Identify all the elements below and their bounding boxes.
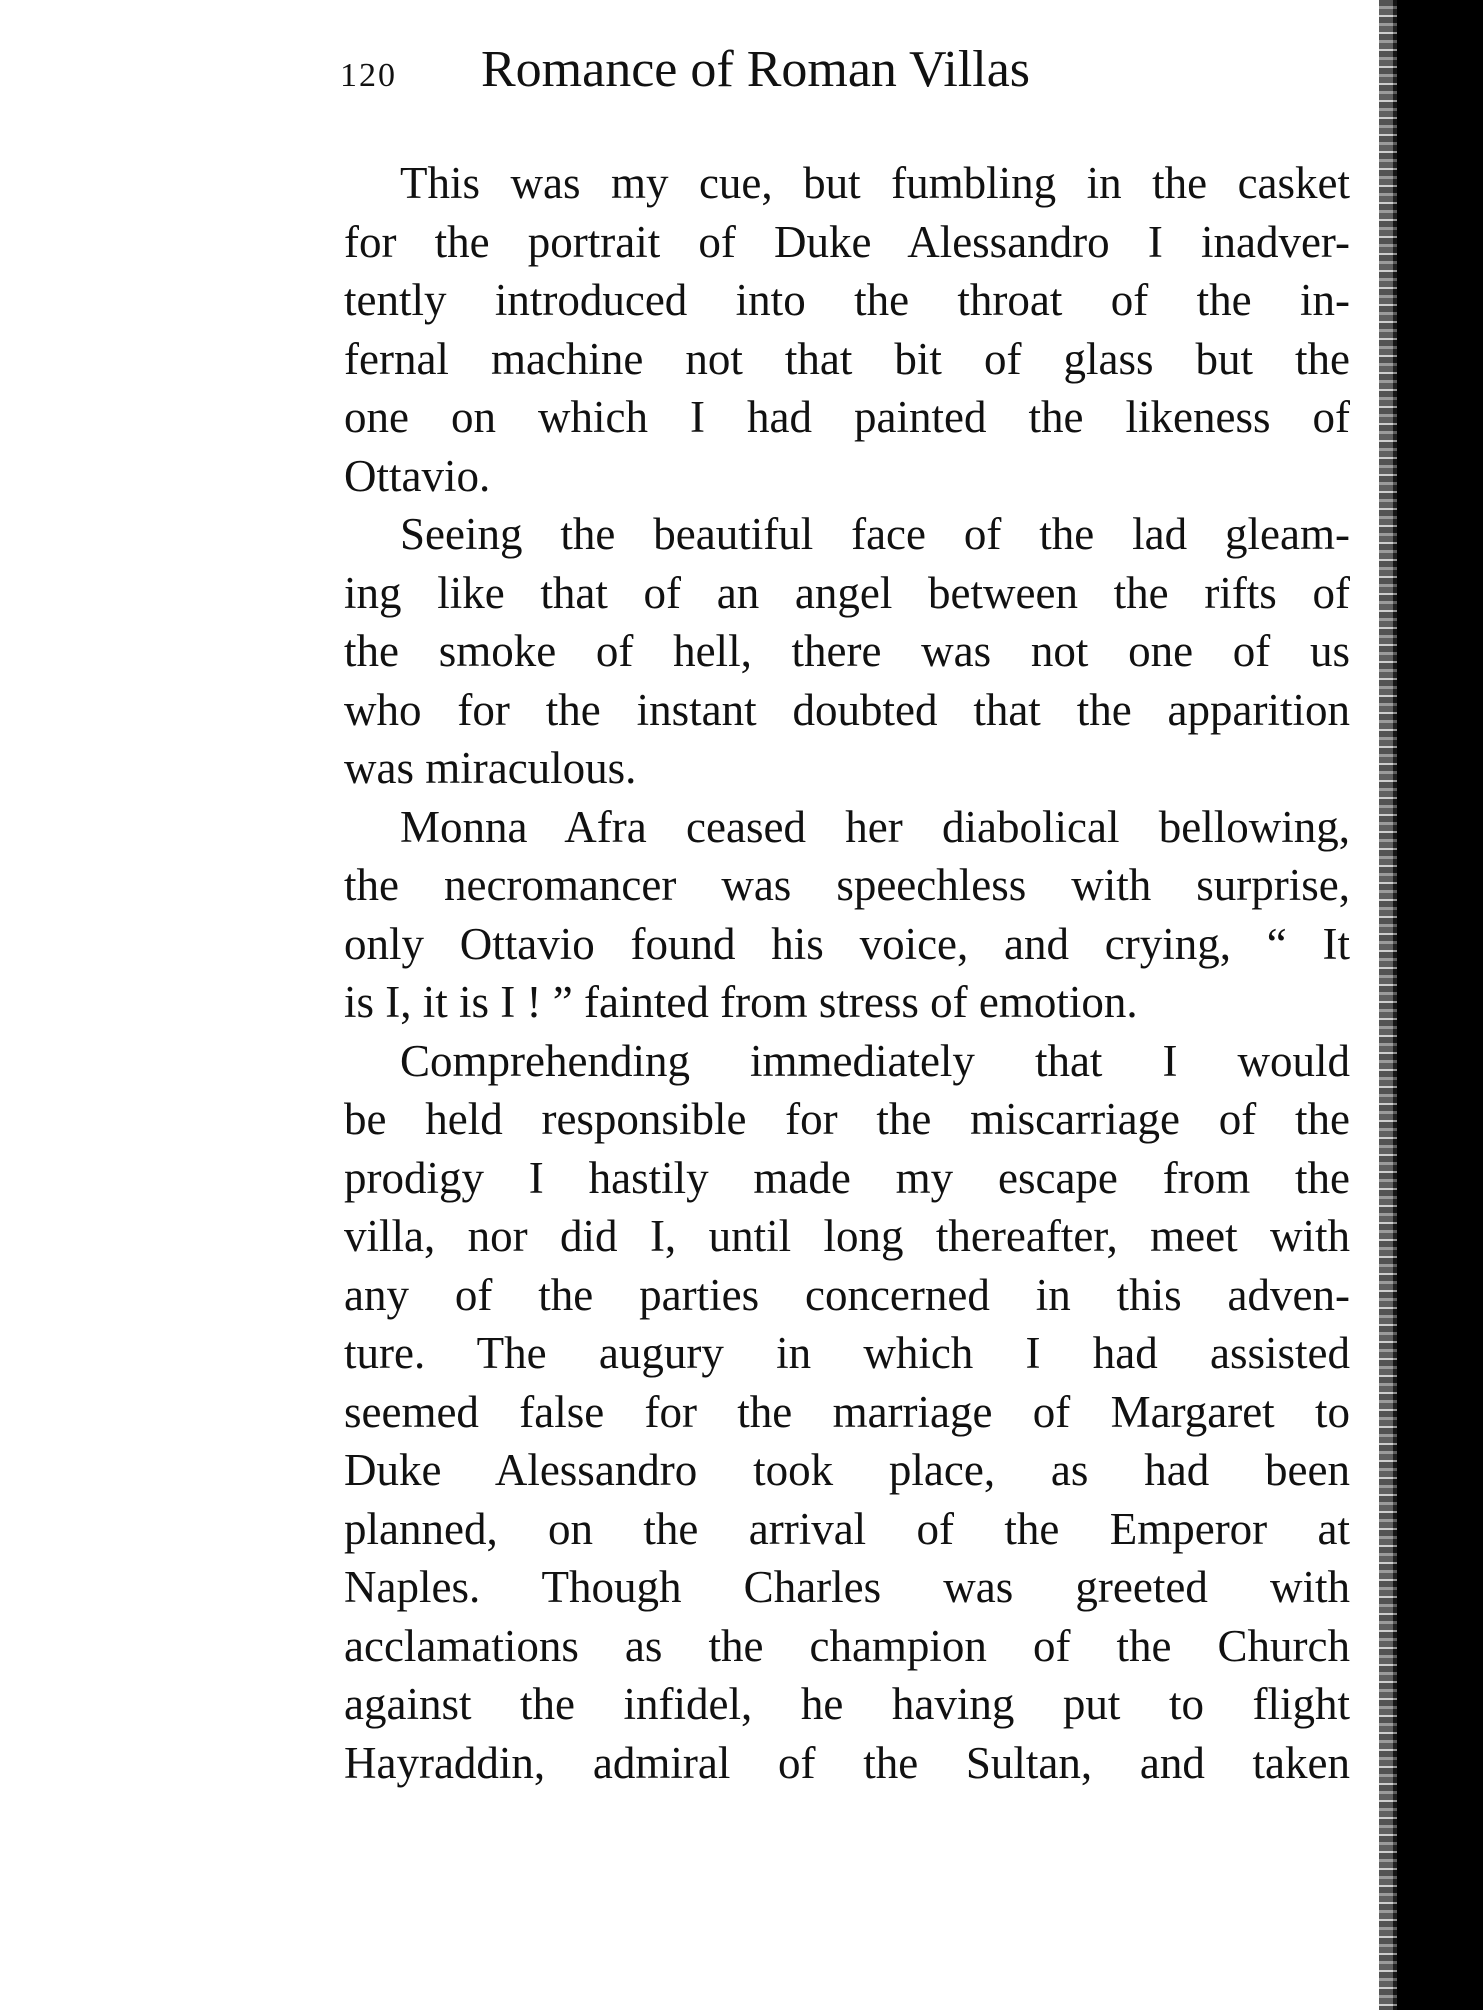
text-line: one on which I had painted the likeness of — [344, 392, 1350, 442]
text-line: Duke Alessandro took place, as had been — [344, 1445, 1350, 1495]
text-line: ing like that of an angel between the rifts of — [344, 567, 1350, 618]
scanned-binding-edge — [1393, 0, 1483, 2010]
body-text — [344, 154, 1350, 1792]
text-line: Monna Afra ceased her diabolical bellowing, — [400, 801, 1350, 852]
text-line: is I, it is I ! ” fainted from stress of emotion. — [344, 977, 1138, 1027]
text-line: Hayraddin, admiral of the Sultan, and taken — [344, 1737, 1350, 1788]
text-line: only Ottavio found his voice, and crying, “ It — [344, 918, 1350, 969]
text-line: planned, on the arrival of the Emperor at — [344, 1503, 1350, 1554]
text-line: fernal machine not that bit of glass but the — [344, 333, 1350, 384]
text-line: tently introduced into the throat of the in- — [344, 275, 1350, 325]
text-line: who for the instant doubted that the apparition — [344, 684, 1350, 735]
text-line: the smoke of hell, there was not one of us — [344, 626, 1350, 676]
text-line: be held responsible for the miscarriage of the — [344, 1094, 1350, 1144]
text-line: the necromancer was speechless with surprise, — [344, 860, 1350, 910]
running-head — [340, 40, 1030, 110]
text-line: ture. The augury in which I had assisted — [344, 1328, 1350, 1378]
text-line: seemed false for the marriage of Margaret to — [344, 1386, 1350, 1437]
text-line: for the portrait of Duke Alessandro I inadver- — [344, 216, 1350, 267]
text-line: any of the parties concerned in this adven- — [344, 1269, 1350, 1320]
page-number: 120 — [340, 57, 397, 94]
text-line: This was my cue, but fumbling in the casket — [400, 158, 1350, 208]
book-title: Romance of Roman Villas — [481, 41, 1031, 98]
text-line: Seeing the beautiful face of the lad gleam- — [400, 509, 1350, 559]
text-line: prodigy I hastily made my escape from the — [344, 1152, 1350, 1203]
text-line: acclamations as the champion of the Church — [344, 1620, 1350, 1671]
text-line: Ottavio. — [344, 450, 491, 501]
text-line: Naples. Though Charles was greeted with — [344, 1562, 1350, 1612]
text-line: Comprehending immediately that I would — [400, 1035, 1350, 1086]
text-line: was miraculous. — [344, 743, 637, 793]
text-line: against the infidel, he having put to flight — [344, 1679, 1350, 1729]
text-line: villa, nor did I, until long thereafter, meet with — [344, 1211, 1350, 1261]
